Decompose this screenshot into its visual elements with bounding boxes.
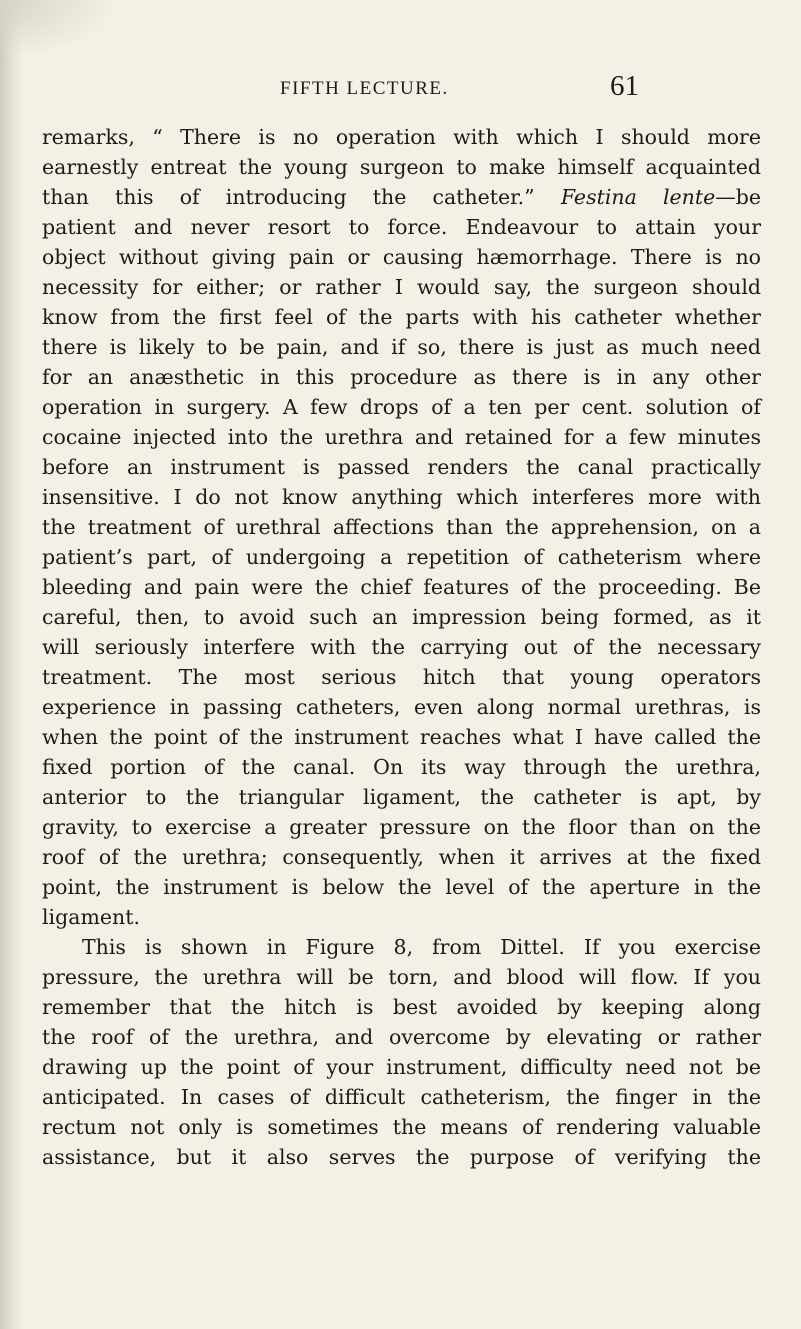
text-line: the roof of the urethra, and overcome by elevating or rather	[42, 1025, 761, 1049]
text-line: operation in surgery. A few drops of a ten per cent. solution of	[42, 395, 761, 419]
text-line: anterior to the triangular ligament, the catheter is apt, by	[42, 785, 761, 809]
text-line: the treatment of urethral affections than the apprehension, on a	[42, 515, 761, 539]
text-line: before an instrument is passed renders the canal practically	[42, 455, 761, 479]
text-line: will seriously interfere with the carrying out of the necessary	[42, 635, 761, 659]
text-line: careful, then, to avoid such an impression being formed, as it	[42, 605, 761, 629]
text-line: there is likely to be pain, and if so, there is just as much need	[42, 335, 761, 359]
text-line: roof of the urethra; consequently, when it arrives at the fixed	[42, 845, 761, 869]
text-line: bleeding and pain were the chief features of the proceeding. Be	[42, 575, 761, 599]
text-line: insensitive. I do not know anything which interferes more with	[42, 485, 761, 509]
text-line: patient’s part, of undergoing a repetition of catheterism where	[42, 545, 761, 569]
text-line: patient and never resort to force. Endeavour to attain your	[42, 215, 761, 239]
text-line: assistance, but it also serves the purpose of verifying the	[42, 1145, 761, 1169]
text-line: drawing up the point of your instrument, difficulty need not be	[42, 1055, 761, 1079]
text-line: ligament.	[42, 905, 140, 929]
text-line: fixed portion of the canal. On its way through the urethra,	[42, 755, 761, 779]
page-number: 61	[610, 70, 639, 102]
text-line: know from the first feel of the parts with his catheter whether	[42, 305, 761, 329]
page-edge-shadow	[0, 0, 22, 1329]
text-line: point, the instrument is below the level of the aperture in the	[42, 875, 761, 899]
text-line: treatment. The most serious hitch that young operators	[42, 665, 761, 689]
text-line: rectum not only is sometimes the means of rendering valuable	[42, 1115, 761, 1139]
text-line: when the point of the instrument reaches what I have called the	[42, 725, 761, 749]
text-line: for an anæsthetic in this procedure as there is in any other	[42, 365, 761, 389]
text-line: gravity, to exercise a greater pressure on the floor than on the	[42, 815, 761, 839]
text-line: earnestly entreat the young surgeon to make himself acquainted	[42, 155, 761, 179]
text-line: object without giving pain or causing hæmorrhage. There is no	[42, 245, 761, 269]
text-line: remember that the hitch is best avoided by keeping along	[42, 995, 761, 1019]
text-line: pressure, the urethra will be torn, and blood will flow. If you	[42, 965, 761, 989]
latin-phrase: Festina lente	[560, 185, 716, 209]
text-line: experience in passing catheters, even along normal urethras, is	[42, 695, 761, 719]
text-line: than this of introducing the catheter.” Festina lente—be	[42, 185, 761, 209]
running-title: FIFTH LECTURE.	[280, 78, 449, 99]
text-line: remarks, “ There is no operation with which I should more	[42, 125, 761, 149]
text-line: cocaine injected into the urethra and retained for a few minutes	[42, 425, 761, 449]
text-line: anticipated. In cases of difficult catheterism, the finger in the	[42, 1085, 761, 1109]
text-line: necessity for either; or rather I would say, the surgeon should	[42, 275, 761, 299]
page-corner-shadow	[0, 0, 120, 60]
text-line: This is shown in Figure 8, from Dittel. If you exercise	[82, 935, 761, 959]
